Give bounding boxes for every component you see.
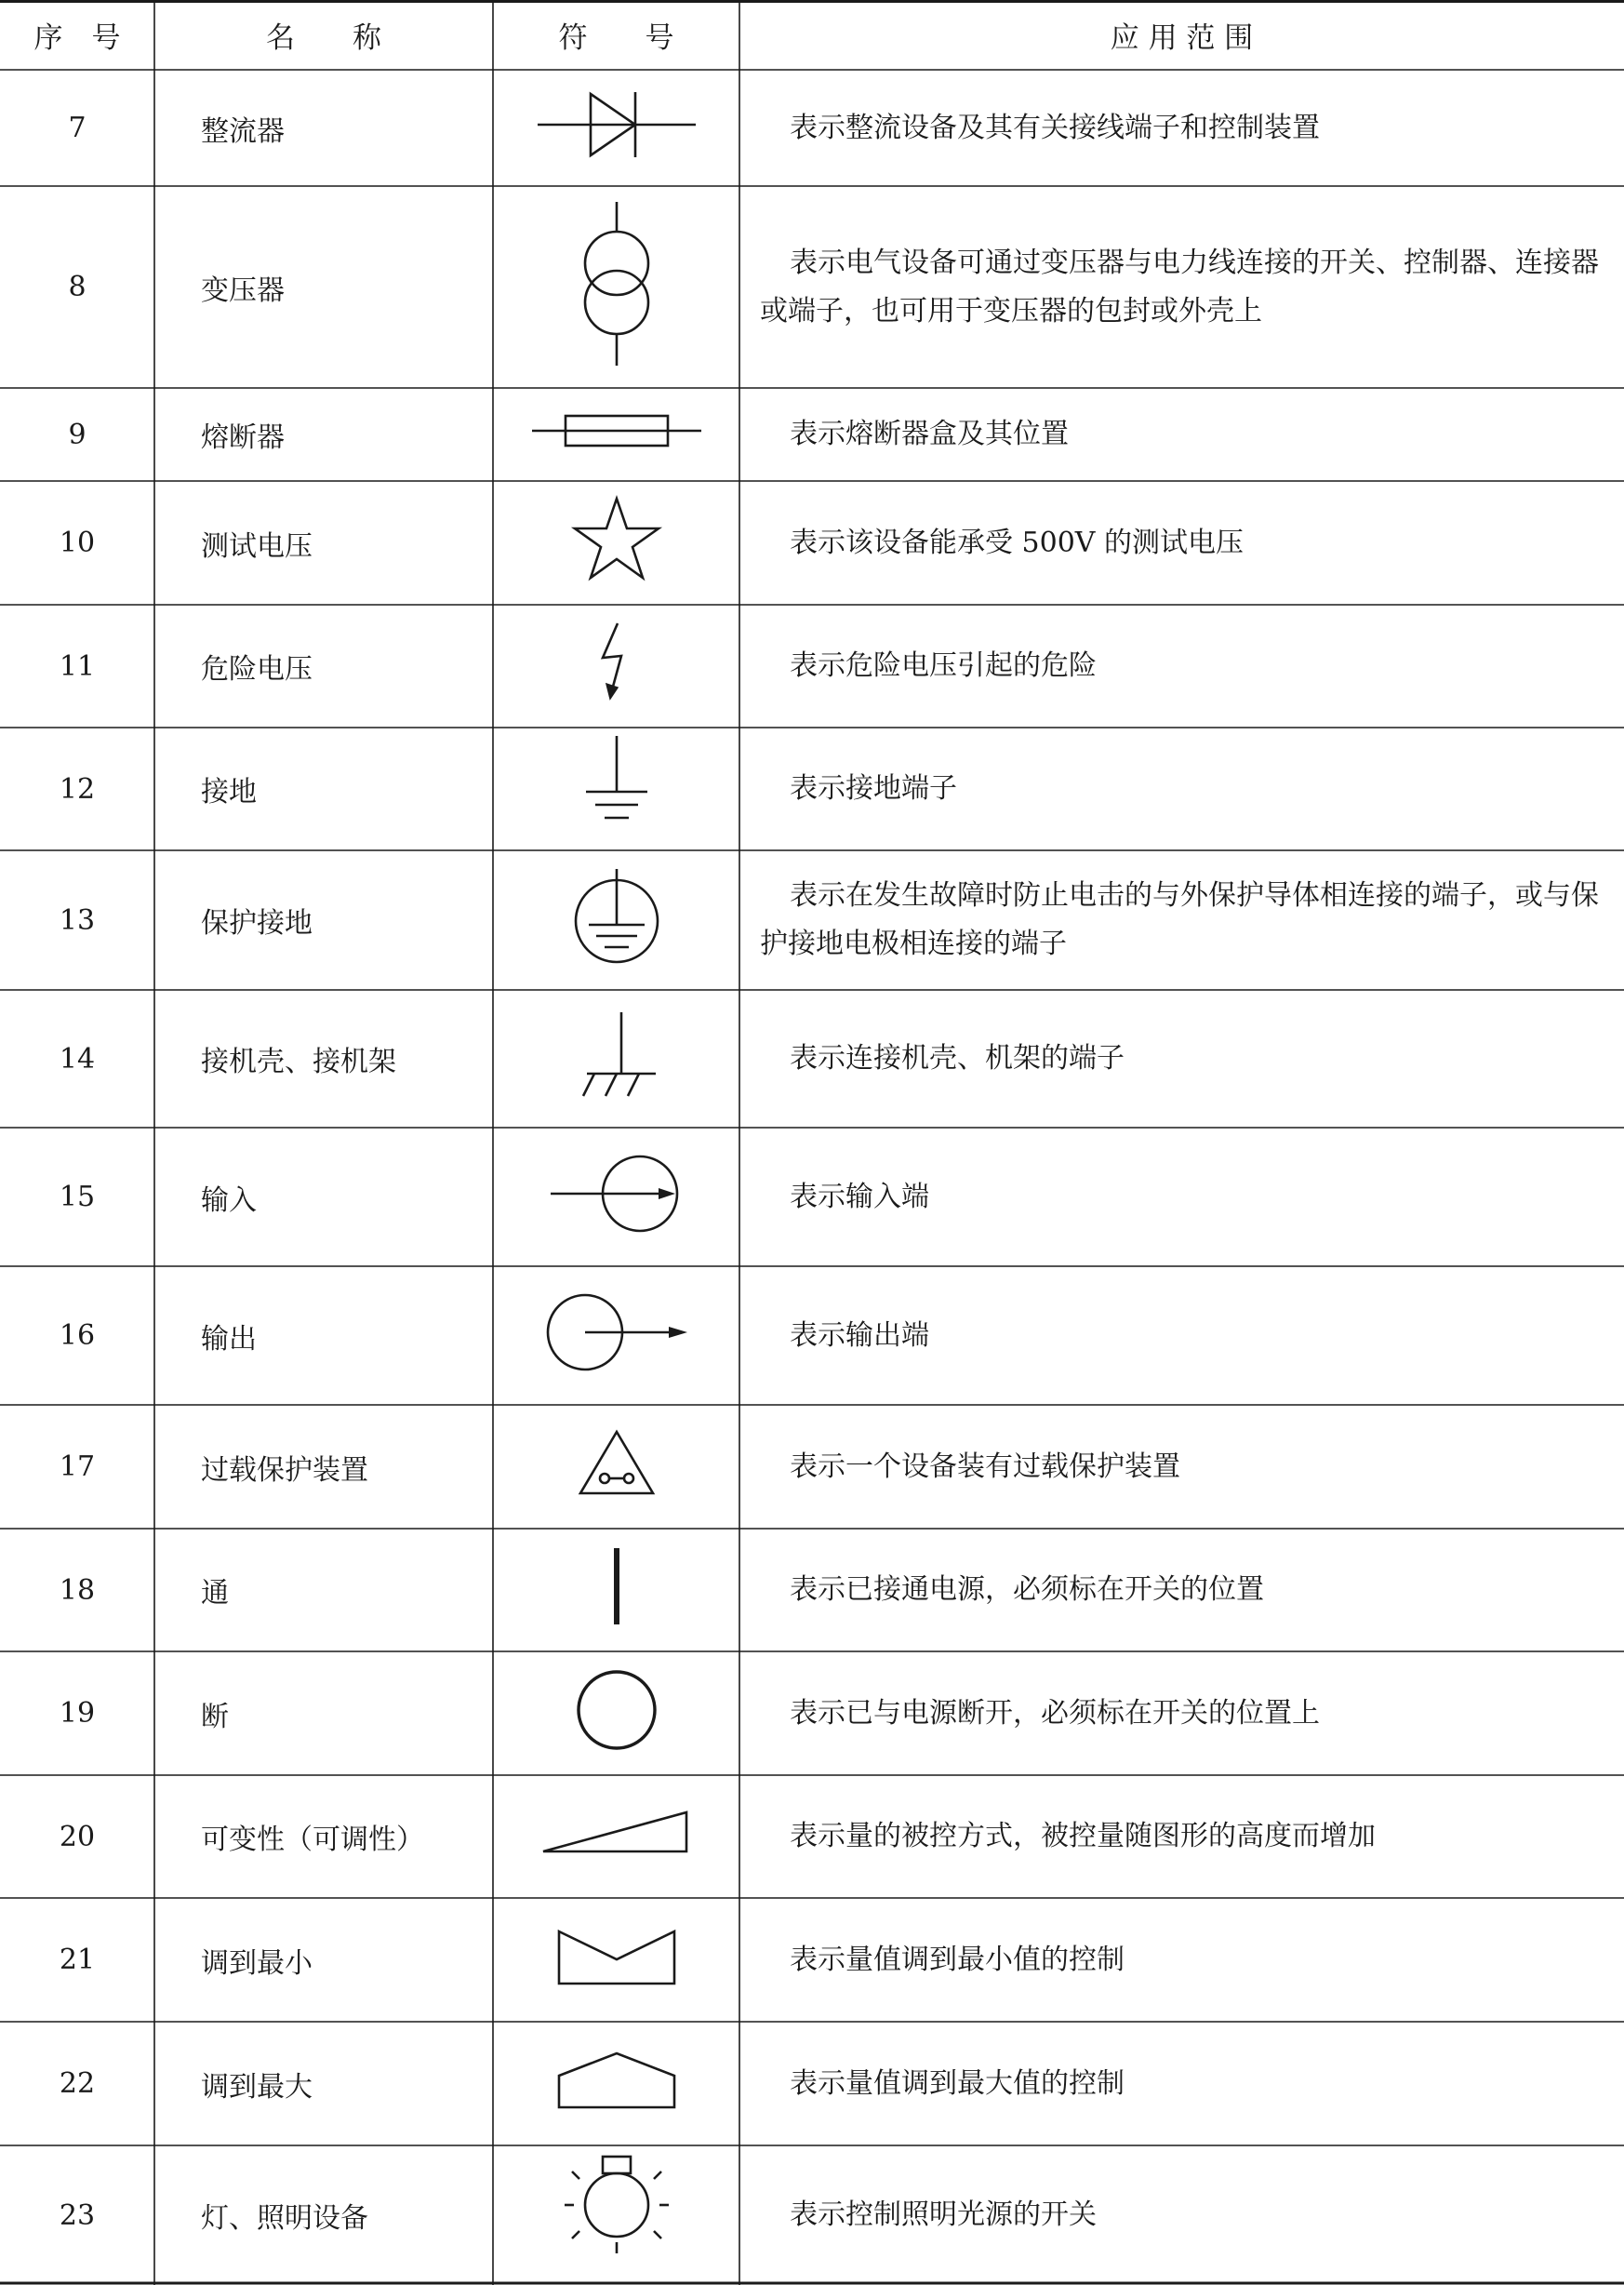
overload-protection-icon bbox=[575, 1426, 659, 1508]
row-number: 10 bbox=[59, 527, 96, 559]
row-symbol bbox=[493, 1529, 739, 1651]
row-symbol bbox=[493, 605, 739, 728]
row-number: 17 bbox=[59, 1450, 96, 1483]
row-symbol bbox=[493, 728, 739, 850]
row-application bbox=[739, 1529, 1624, 1651]
row-application-text: 表示输出端 bbox=[790, 1318, 929, 1352]
row-application-text: 表示输入端 bbox=[790, 1180, 929, 1213]
power-on-bar-icon bbox=[603, 1544, 631, 1636]
row-application bbox=[739, 728, 1624, 850]
variability-wedge-icon bbox=[538, 1805, 696, 1868]
row-number: 23 bbox=[59, 2198, 96, 2232]
row-symbol bbox=[493, 2022, 739, 2145]
row-application bbox=[739, 1898, 1624, 2022]
row-name: 测试电压 bbox=[201, 529, 313, 563]
protective-ground-icon bbox=[570, 865, 663, 975]
row-number: 11 bbox=[59, 649, 96, 683]
row-number: 22 bbox=[59, 2067, 96, 2100]
row-application-text: 表示熔断器盒及其位置 bbox=[790, 418, 1069, 450]
row-number: 21 bbox=[59, 1944, 96, 1976]
row-application bbox=[739, 990, 1624, 1128]
row-number: 16 bbox=[59, 1319, 96, 1352]
header-application: 应 用 范 围 bbox=[1110, 21, 1254, 55]
row-name: 可变性（可调性） bbox=[201, 1824, 424, 1856]
row-number: 7 bbox=[68, 112, 87, 144]
row-application bbox=[739, 186, 1624, 388]
row-number: 12 bbox=[59, 772, 96, 806]
row-application bbox=[739, 481, 1624, 605]
row-number: 15 bbox=[59, 1181, 96, 1213]
row-application-text: 表示一个设备装有过载保护装置 bbox=[790, 1450, 1180, 1483]
row-application bbox=[739, 388, 1624, 481]
row-name: 调到最大 bbox=[201, 2070, 313, 2104]
header-name: 名 称 bbox=[266, 21, 381, 55]
row-name: 通 bbox=[201, 1577, 229, 1610]
lightning-bolt-icon bbox=[593, 621, 640, 712]
fuse-icon bbox=[528, 403, 705, 466]
row-number: 8 bbox=[68, 271, 87, 303]
row-name: 输入 bbox=[201, 1183, 257, 1217]
row-number: 20 bbox=[59, 1820, 96, 1853]
row-symbol bbox=[493, 1128, 739, 1266]
row-application-text: 表示危险电压引起的危险 bbox=[790, 649, 1097, 682]
header-symbol: 符 号 bbox=[558, 21, 674, 55]
row-symbol bbox=[493, 186, 739, 388]
row-symbol bbox=[493, 990, 739, 1128]
row-name: 变压器 bbox=[201, 274, 285, 307]
row-application bbox=[739, 1128, 1624, 1266]
row-symbol bbox=[493, 1405, 739, 1529]
ground-icon bbox=[575, 734, 659, 844]
row-symbol bbox=[493, 1651, 739, 1775]
row-application-text: 表示电气设备可通过变压器与电力线连接的开关、控制器、连接器或端子，也可用于变压器的包封或外壳上 bbox=[760, 246, 1599, 327]
row-symbol bbox=[493, 1898, 739, 2022]
row-application-text: 表示已与电源断开，必须标在开关的位置上 bbox=[790, 1696, 1320, 1730]
row-symbol bbox=[493, 70, 739, 186]
row-application-text: 表示连接机壳、机架的端子 bbox=[790, 1042, 1125, 1075]
row-number: 19 bbox=[59, 1697, 96, 1730]
row-application-text: 表示已接通电源，必须标在开关的位置 bbox=[790, 1573, 1264, 1606]
row-name: 保护接地 bbox=[201, 907, 313, 940]
row-symbol bbox=[493, 388, 739, 481]
row-name: 过载保护装置 bbox=[201, 1453, 368, 1487]
row-application bbox=[739, 2022, 1624, 2145]
row-name: 输出 bbox=[201, 1322, 257, 1356]
row-symbol bbox=[493, 1775, 739, 1898]
row-number: 9 bbox=[68, 418, 87, 451]
transformer-icon bbox=[575, 200, 659, 375]
row-name: 灯、照明设备 bbox=[201, 2202, 368, 2235]
row-application-text: 表示接地端子 bbox=[790, 772, 957, 805]
row-symbol bbox=[493, 1266, 739, 1405]
row-application-text: 表示该设备能承受 500V 的测试电压 bbox=[790, 526, 1244, 559]
lamp-icon bbox=[561, 2151, 672, 2279]
row-name: 调到最小 bbox=[201, 1946, 313, 1980]
row-application bbox=[739, 70, 1624, 186]
adjust-to-maximum-icon bbox=[552, 2048, 682, 2120]
row-name: 接机壳、接机架 bbox=[201, 1046, 396, 1078]
row-name: 熔断器 bbox=[201, 421, 285, 454]
row-application bbox=[739, 1651, 1624, 1775]
header-number: 序 号 bbox=[33, 21, 121, 55]
row-application-text: 表示整流设备及其有关接线端子和控制装置 bbox=[790, 111, 1320, 144]
row-application-text: 表示量值调到最小值的控制 bbox=[790, 1943, 1125, 1976]
power-off-circle-icon bbox=[570, 1664, 663, 1764]
row-application bbox=[739, 850, 1624, 990]
input-icon bbox=[547, 1152, 686, 1243]
output-icon bbox=[542, 1290, 691, 1382]
star-icon bbox=[570, 493, 663, 594]
row-application bbox=[739, 1775, 1624, 1898]
row-application bbox=[739, 605, 1624, 728]
chassis-ground-icon bbox=[570, 1009, 663, 1109]
row-application-text: 表示量值调到最大值的控制 bbox=[790, 2066, 1125, 2100]
row-name: 危险电压 bbox=[201, 653, 313, 686]
row-number: 18 bbox=[59, 1573, 96, 1607]
row-application-text: 表示在发生故障时防止电击的与外保护导体相连接的端子，或与保护接地电极相连接的端子 bbox=[760, 879, 1599, 960]
row-number: 14 bbox=[59, 1042, 96, 1076]
rectifier-diode-icon bbox=[533, 83, 700, 174]
adjust-to-minimum-icon bbox=[552, 1924, 682, 1997]
row-number: 13 bbox=[59, 903, 96, 937]
row-symbol bbox=[493, 481, 739, 605]
row-symbol bbox=[493, 2145, 739, 2285]
row-symbol bbox=[493, 850, 739, 990]
row-name: 整流器 bbox=[201, 114, 285, 148]
row-application-text: 表示控制照明光源的开关 bbox=[790, 2198, 1097, 2231]
row-application-text: 表示量的被控方式，被控量随图形的高度而增加 bbox=[790, 1820, 1376, 1852]
row-application bbox=[739, 1405, 1624, 1529]
row-name: 接地 bbox=[201, 776, 257, 808]
row-application bbox=[739, 2145, 1624, 2285]
row-name: 断 bbox=[201, 1700, 229, 1733]
row-application bbox=[739, 1266, 1624, 1405]
